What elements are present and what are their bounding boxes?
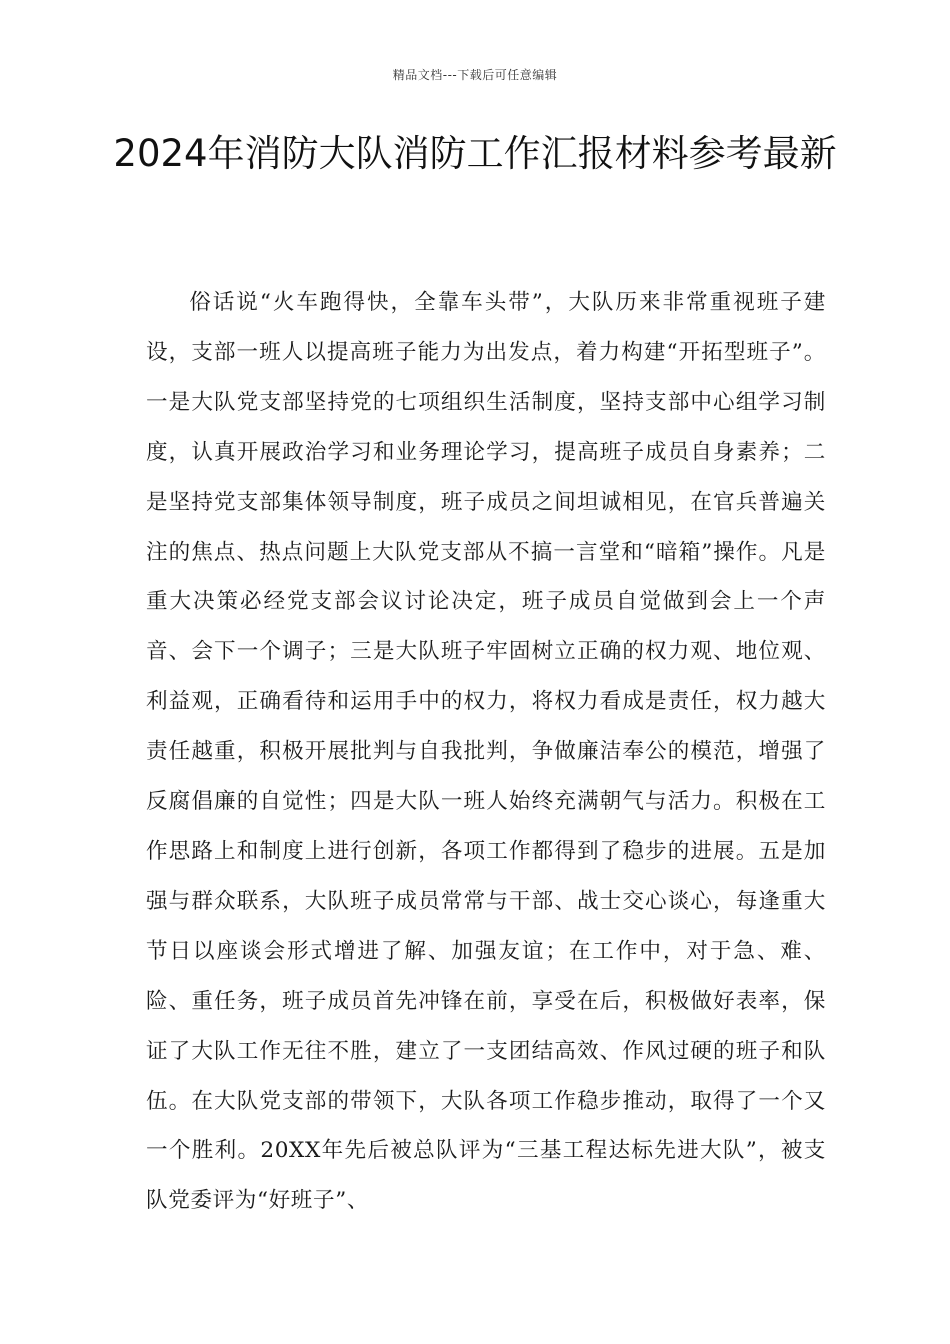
document-title: 2024年消防大队消防工作汇报材料参考最新 bbox=[113, 132, 837, 175]
body-paragraph: 俗话说“火车跑得快，全靠车头带”，大队历来非常重视班子建设，支部一班人以提高班子能力为出发点，着力构建“开拓型班子”。一是大队党支部坚持党的七项组织生活制度，坚持支部中心组学习制度，认真开展政治学习和业务理论学习，提高班子成员自身素养；二是坚持党支部集体领导制度，班子成员之间坦诚相见，在官兵普遍关注的焦点、热点问题上大队党支部从不搞一言堂和“暗箱”操作。凡是重大决策必经党支部会议讨论决定，班子成员自觉做到会上一个声音、会下一个调子；三是大队班子牢固树立正确的权力观、地位观、利益观，正确看待和运用手中的权力，将权力看成是责任，权力越大责任越重，积极开展批判与自我批判，争做廉洁奉公的模范，增强了反腐倡廉的自觉性；四是大队一班人始终充满朝气与活力。积极在工作思路上和制度上进行创新，各项工作都得到了稳步的进展。五是加强与群众联系，大队班子成员常常与干部、战士交心谈心，每逢重大节日以座谈会形式增进了解、加强友谊；在工作中，对于急、难、险、重任务，班子成员首先冲锋在前，享受在后，积极做好表率，保证了大队工作无往不胜，建立了一支团结高效、作风过硬的班子和队伍。在大队党支部的带领下，大队各项工作稳步推动，取得了一个又一个胜利。20XX年先后被总队评为“三基工程达标先进大队”，被支队党委评为“好班子”、 bbox=[146, 290, 826, 1214]
page-header: 精品文档---下载后可任意编辑 bbox=[392, 68, 558, 82]
